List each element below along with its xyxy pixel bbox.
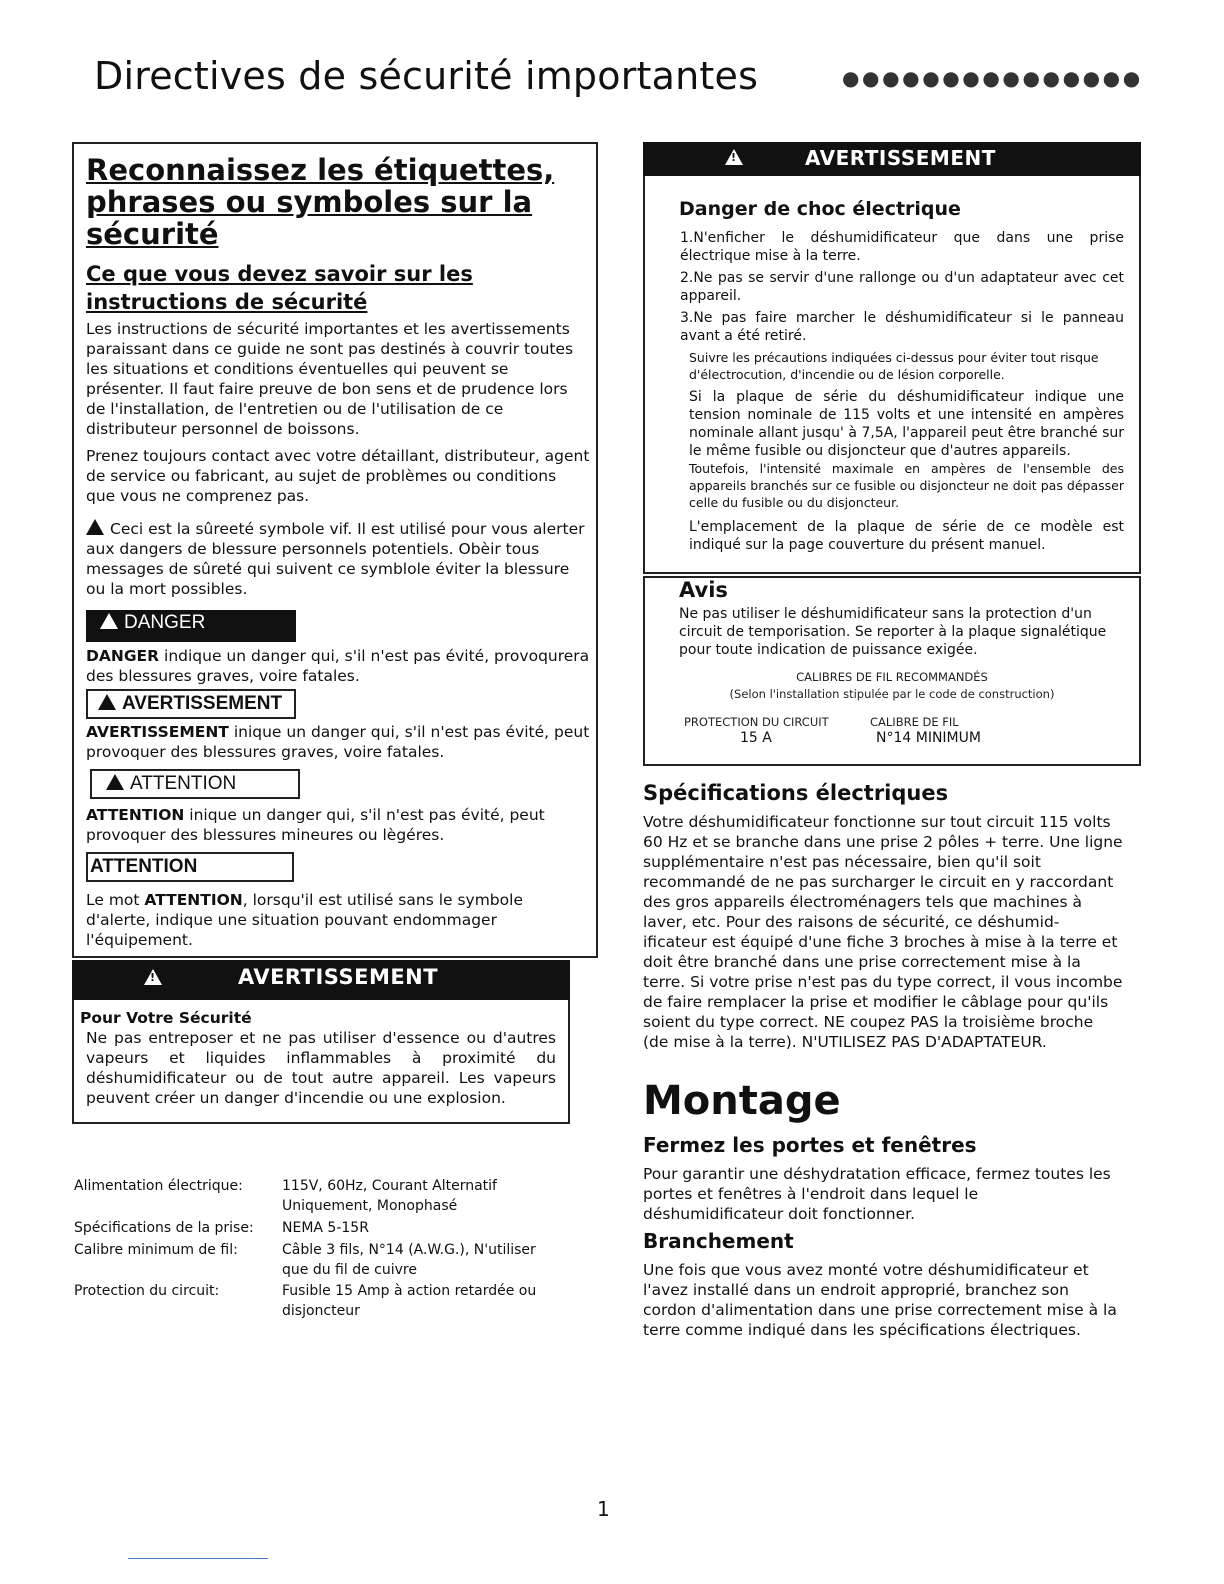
shock-warning-item: 3.Ne pas faire marcher le déshumidificateur si le panneau avant a été retiré. bbox=[680, 310, 1124, 344]
spec-value: Fusible 15 Amp à action retardée ou disjoncteur bbox=[282, 1283, 537, 1319]
safety-labels-heading: Reconnaissez les étiquettes, phrases ou symboles sur la sécurité bbox=[86, 153, 555, 251]
attention-nosymbol-label: ATTENTION bbox=[86, 852, 294, 882]
shock-warning-note: L'emplacement de la plaque de série de ce modèle est indiqué sur la page couverture du présent manuel. bbox=[689, 519, 1124, 553]
shock-warning-note: Suivre les précautions indiquées ci-dessus pour éviter tout risque d'électrocution, d'incendie ou de lésion corporelle. bbox=[689, 350, 1099, 382]
alert-symbol-icon bbox=[725, 149, 743, 165]
connection-heading: Branchement bbox=[643, 1229, 794, 1253]
montage-heading: Montage bbox=[643, 1078, 841, 1124]
shock-warning-bar: ! AVERTISSEMENT bbox=[643, 142, 1141, 176]
shock-warning-heading: Danger de choc électrique bbox=[679, 198, 961, 220]
spec-label: Alimentation électrique: bbox=[74, 1178, 243, 1194]
attention-nosymbol-description: Le mot ATTENTION, lorsqu'il est utilisé sans le symbole d'alerte, indique une situation pouvant endommager l'équipement. bbox=[86, 891, 523, 949]
attention-label: !ATTENTION bbox=[90, 769, 300, 799]
shock-warning-item: 2.Ne pas se servir d'une rallonge ou d'un adaptateur avec cet appareil. bbox=[680, 270, 1124, 304]
wire-gauge-subtitle: (Selon l'installation stipulée par le code de construction) bbox=[729, 687, 1055, 701]
footer-line bbox=[128, 1558, 268, 1559]
alert-symbol-icon bbox=[144, 969, 162, 985]
safety-symbol-paragraph: !Ceci est la sûreeté symbole vif. Il est utilisé pour vous alerter aux dangers de blessure personnels potentiels. Obèir tous messages de sûreté qui suivent ce symblole éviter la blessure ou la mort possibles. bbox=[86, 519, 590, 599]
alert-symbol-icon bbox=[100, 613, 118, 629]
close-doors-heading: Fermez les portes et fenêtres bbox=[643, 1133, 977, 1157]
wire-gauge-value: N°14 MINIMUM bbox=[876, 730, 981, 746]
electrical-specs-text: Votre déshumidificateur fonctionne sur tout circuit 115 volts 60 Hz et se branche dans une prise 2 pôles + terre. Une ligne supplémentaire n'est pas nécessaire, bien qu'il soit recommandé de ne pas surcharger le circuit en y raccordant des gros appareils électroménagers tels que machines à laver, etc. Pour des raisons de sécurité, ce déshumid-ificateur est équipé d'une fiche 3 broches à mise à la terre et doit être branché dans une prise correctement mise à la terre. Si votre prise n'est pas du type correct, il vous incombe de faire remplacer la prise et modifier le câblage pour qu'ils soient du type correct. NE coupez PAS la troisième broche (de mise à la terre). N'UTILISEZ PAS D'ADAPTATEUR. bbox=[643, 813, 1123, 1051]
spec-label: Calibre minimum de fil: bbox=[74, 1242, 238, 1258]
safety-instructions-subheading: Ce que vous devez savoir sur les instructions de sécurité bbox=[86, 262, 473, 314]
shock-warning-note: Si la plaque de série du déshumidificateur indique une tension nominale de 115 volts et une intensité en ampères nominale allant jusqu' à 7,5A, l'appareil peut être branché sur le même fusible ou disjoncteur que d'autres appareils. bbox=[689, 389, 1124, 459]
circuit-protection-header: PROTECTION DU CIRCUIT bbox=[684, 715, 829, 729]
spec-value: 115V, 60Hz, Courant Alternatif Uniquement, Monophasé bbox=[282, 1178, 497, 1214]
spec-label: Protection du circuit: bbox=[74, 1283, 220, 1299]
page-title: Directives de sécurité importantes bbox=[94, 54, 759, 98]
wire-gauge-title: CALIBRES DE FIL RECOMMANDÉS bbox=[796, 670, 988, 684]
spec-label: Spécifications de la prise: bbox=[74, 1220, 254, 1236]
attention-description: ATTENTION inique un danger qui, s'il n'est pas évité, peut provoquer des blessures mineures ou lègéres. bbox=[86, 806, 545, 844]
alert-symbol-icon bbox=[86, 519, 104, 535]
circuit-protection-value: 15 A bbox=[740, 730, 772, 746]
page-number: 1 bbox=[597, 1497, 610, 1521]
danger-label: !DANGER bbox=[86, 610, 296, 642]
spec-value: NEMA 5-15R bbox=[282, 1220, 369, 1236]
connection-text: Une fois que vous avez monté votre déshumidificateur et l'avez installé dans un endroit approprié, branchez son cordon d'alimentation dans une prise correctement mise à la terre comme indiqué dans les spécifications électriques. bbox=[643, 1261, 1117, 1339]
fire-warning-text: Ne pas entreposer et ne pas utiliser d'essence ou d'autres vapeurs et liquides inflammables à proximité du déshumidificateur ou de tout autre appareil. Les vapeurs peuvent créer un danger d'incendie ou une explosion. bbox=[86, 1029, 556, 1107]
wire-gauge-header: CALIBRE DE FIL bbox=[870, 715, 959, 729]
avertissement-label: !AVERTISSEMENT bbox=[86, 689, 296, 719]
avertissement-description: AVERTISSEMENT inique un danger qui, s'il n'est pas évité, peut provoquer des blessures graves, voire fatales. bbox=[86, 723, 590, 761]
shock-warning-note: Toutefois, l'intensité maximale en ampères de l'ensemble des appareils branchés sur ce fusible ou disjoncteur ne doit pas dépasser celle du fusible ou du disjoncteur. bbox=[689, 461, 1124, 510]
title-dots: ●●●●●●●●●●●●●●● bbox=[842, 66, 1143, 90]
spec-value: Câble 3 fils, N°14 (A.W.G.), N'utiliser que du fil de cuivre bbox=[282, 1242, 536, 1278]
danger-description: DANGER indique un danger qui, s'il n'est pas évité, provoqurera des blessures graves, voire fatales. bbox=[86, 647, 590, 685]
shock-warning-item: 1.N'enficher le déshumidificateur que dans une prise électrique mise à la terre. bbox=[680, 230, 1124, 264]
fire-warning-bar: ! AVERTISSEMENT bbox=[72, 960, 570, 1000]
close-doors-text: Pour garantir une déshydratation efficace, fermez toutes les portes et fenêtres à l'endroit dans lequel le déshumidificateur doit fonctionner. bbox=[643, 1165, 1111, 1223]
electrical-specs-heading: Spécifications électriques bbox=[643, 781, 949, 805]
alert-symbol-icon bbox=[98, 694, 116, 710]
contact-paragraph: Prenez toujours contact avec votre détaillant, distributeur, agent de service ou fabricant, au sujet de problèmes ou conditions que vous ne comprenez pas. bbox=[86, 447, 590, 505]
fire-warning-heading: Pour Votre Sécurité bbox=[80, 1009, 252, 1027]
avis-heading: Avis bbox=[679, 578, 728, 602]
safety-intro-paragraph: Les instructions de sécurité importantes et les avertissements paraissant dans ce guide ne sont pas destinés à couvrir toutes les situations et conditions éventuelles qui peuvent se présenter. Il faut faire preuve de bon sens et de prudence lors de l'installation, de l'entretien ou de l'utilisation de ce distributeur personnel de boissons. bbox=[86, 320, 574, 438]
avis-text: Ne pas utiliser le déshumidificateur sans la protection d'un circuit de temporisation. Se reporter à la plaque signalétique pour toute indication de puissance exigée. bbox=[679, 606, 1107, 658]
alert-symbol-icon bbox=[106, 774, 124, 790]
